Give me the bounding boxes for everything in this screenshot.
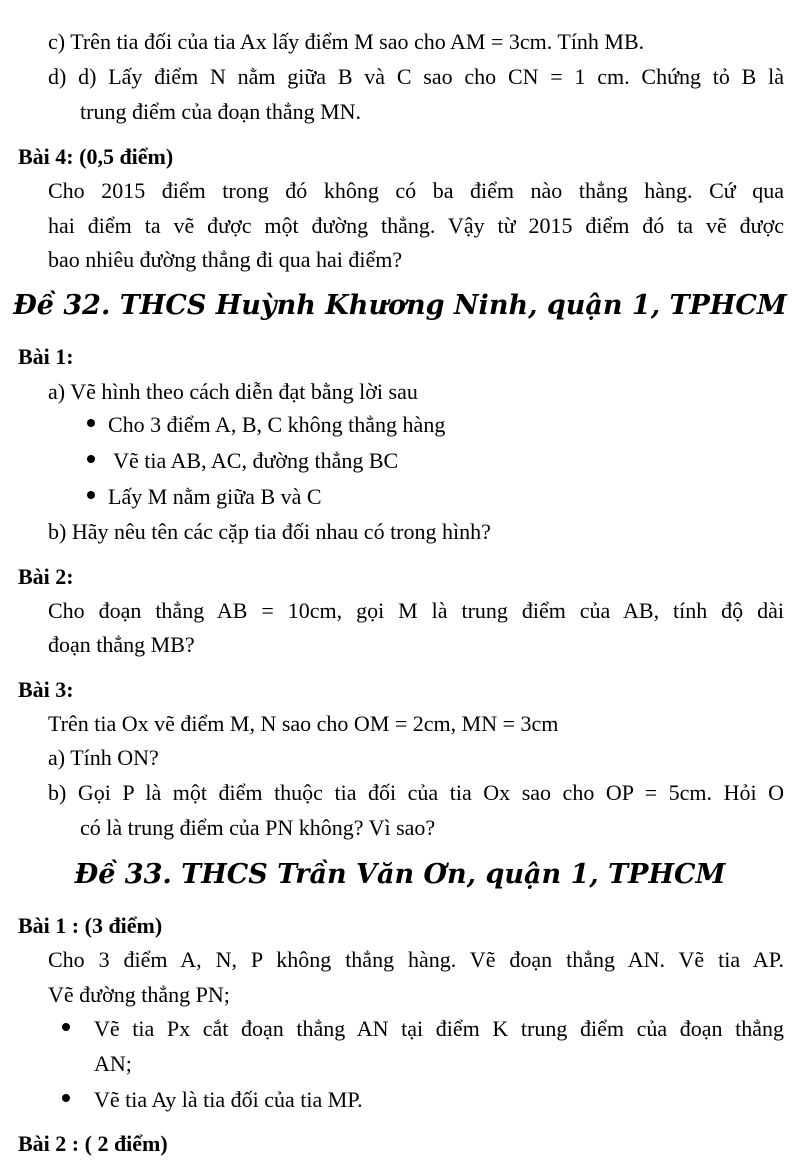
de32-bai1-a: a) Vẽ hình theo cách diễn đạt bằng lời sau	[48, 379, 418, 404]
de33-bai1-bullet2: Vẽ tia Ay là tia đối của tia MP.	[94, 1087, 363, 1112]
de33-bai2-title: Bài 2 : ( 2 điểm)	[18, 1131, 168, 1156]
bai4-line3: bao nhiêu đường thẳng đi qua hai điểm?	[48, 247, 403, 272]
de32-bai3-b-line2: có là trung điểm của PN không? Vì sao?	[80, 815, 436, 840]
bullet-dot	[87, 455, 95, 463]
de32-bai1-bullet-3: Lấy M nằm giữa B và C	[108, 484, 322, 509]
bullet-dot	[62, 1023, 70, 1031]
de32-bai3-intro: Trên tia Ox vẽ điểm M, N sao cho OM = 2cm, MN = 3cm	[48, 711, 559, 736]
de32-bai2-line1: Cho đoạn thẳng AB = 10cm, gọi M là trung điểm của AB, tính độ dài	[48, 598, 784, 623]
de32-bai3-title: Bài 3:	[18, 677, 74, 702]
de32-bai3-a: a) Tính ON?	[48, 745, 159, 770]
de33-bai1-line1: Cho 3 điểm A, N, P không thẳng hàng. Vẽ đoạn thẳng AN. Vẽ tia AP.	[48, 947, 784, 972]
bullet-dot	[62, 1094, 70, 1102]
de33-heading: Đề 33. THCS Trần Văn Ơn, quận 1, TPHCM	[74, 859, 726, 890]
de33-bai1-line2: Vẽ đường thẳng PN;	[48, 982, 230, 1007]
bullet-dot	[87, 491, 95, 499]
bai4-line2: hai điểm ta vẽ được một đường thẳng. Vậy từ 2015 điểm đó ta vẽ được	[48, 213, 784, 238]
bullet-dot	[87, 419, 95, 427]
de32-bai3-b-line1: b) Gọi P là một điểm thuộc tia đối của tia Ox sao cho OP = 5cm. Hỏi O	[48, 780, 784, 805]
question-d-line2: trung điểm của đoạn thẳng MN.	[80, 99, 362, 124]
de32-bai1-title: Bài 1:	[18, 344, 74, 369]
question-c: c) Trên tia đối của tia Ax lấy điểm M sao cho AM = 3cm. Tính MB.	[48, 29, 645, 54]
de32-bai1-b: b) Hãy nêu tên các cặp tia đối nhau có trong hình?	[48, 519, 491, 544]
de32-bai2-title: Bài 2:	[18, 564, 74, 589]
question-d-line1: d) d) Lấy điểm N nằm giữa B và C sao cho CN = 1 cm. Chứng tỏ B là	[48, 64, 784, 89]
de33-bai1-bullet1-line1: Vẽ tia Px cắt đoạn thẳng AN tại điểm K trung điểm của đoạn thẳng	[94, 1016, 784, 1041]
de32-bai2-line2: đoạn thẳng MB?	[48, 632, 195, 657]
de33-bai1-title: Bài 1 : (3 điểm)	[18, 913, 163, 938]
de32-bai1-bullet-2: Vẽ tia AB, AC, đường thẳng BC	[108, 448, 399, 473]
de33-bai1-bullet1-line2: AN;	[94, 1051, 132, 1076]
bai4-line1: Cho 2015 điểm trong đó không có ba điểm nào thẳng hàng. Cứ qua	[48, 178, 784, 203]
bai4-title: Bài 4: (0,5 điểm)	[18, 144, 174, 169]
de32-bai1-bullet-1: Cho 3 điểm A, B, C không thẳng hàng	[108, 412, 446, 437]
de32-heading: Đề 32. THCS Huỳnh Khương Ninh, quận 1, TPHCM	[13, 290, 787, 321]
